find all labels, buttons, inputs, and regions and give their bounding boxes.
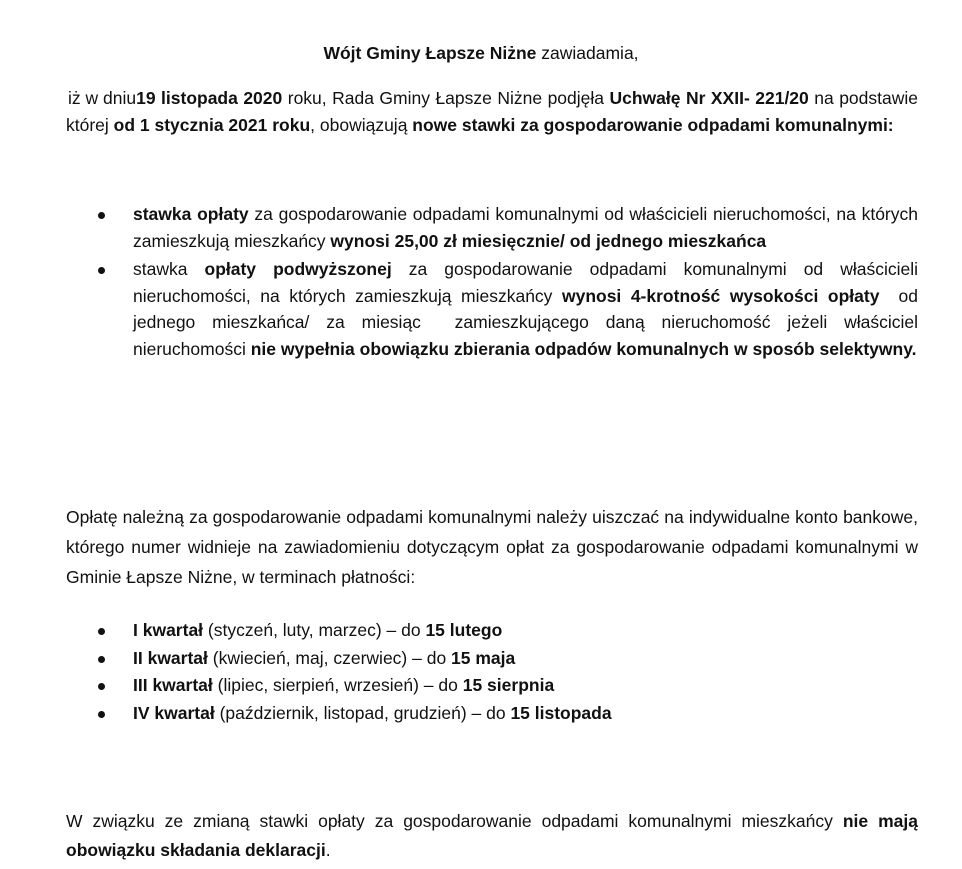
quarter-months: (lipiec, sierpień, wrzesień) – do	[212, 675, 463, 695]
quarter-months: (kwiecień, maj, czerwiec) – do	[207, 647, 452, 668]
rate-text-1: za gospodarowanie odpadami komunalnymi od właścicieli nieruchomości, na których zamieszkują mieszkańcy	[133, 204, 918, 251]
rate-bold-3: nie wypełnia obowiązku zbierania odpadów komunalnych w sposób selektywny.	[250, 338, 917, 359]
intro-text-2: roku, Rada Gminy Łapsze Niżne podjęła	[282, 88, 610, 108]
quarter-due: 15 lutego	[425, 620, 503, 640]
closing-bold: nie mają obowiązku składania deklaracji	[66, 811, 918, 860]
notice-title	[0, 40, 962, 67]
bullet-icon	[98, 683, 105, 690]
bullet-icon	[98, 212, 105, 219]
list-item	[66, 700, 918, 728]
rate-text-2: od jednego mieszkańca/ za miesiąc zamieszkującego daną nieruchomość jeżeli właściciel nieruchomości	[133, 285, 923, 359]
intro-text-3: na podstawie której	[66, 88, 918, 135]
list-item	[66, 256, 923, 362]
closing-text-2: .	[325, 840, 331, 860]
closing-paragraph	[66, 807, 918, 865]
rate-bold-1: opłaty podwyższonej	[204, 259, 392, 279]
quarter-label: II kwartał	[133, 647, 208, 668]
intro-effective-date: od 1 stycznia 2021 roku	[113, 115, 311, 135]
quarter-due: 15 sierpnia	[462, 675, 555, 695]
list-item	[66, 645, 918, 673]
quarters-list	[66, 617, 918, 727]
rate-text-0: stawka	[133, 259, 205, 279]
rate-bold-2: wynosi 25,00 zł miesięcznie/ od jednego mieszkańca	[330, 230, 767, 251]
quarter-label: IV kwartał	[133, 702, 215, 723]
rate-text-1: za gospodarowanie odpadami komunalnymi od właścicieli nieruchomości, na których zamieszkują mieszkańcy	[133, 259, 918, 306]
title-issuer: Wójt Gminy Łapsze Niżne	[323, 43, 537, 63]
bullet-icon	[98, 656, 105, 663]
list-item	[66, 201, 918, 254]
rates-list	[66, 201, 923, 362]
intro-date: 19 listopada 2020	[136, 88, 283, 108]
closing-text-1: W związku ze zmianą stawki opłaty za gospodarowanie odpadami komunalnymi mieszkańcy	[66, 811, 843, 831]
list-item	[66, 672, 918, 700]
quarter-label: III kwartał	[133, 675, 213, 695]
quarter-months: (styczeń, luty, marzec) – do	[203, 620, 426, 640]
intro-resolution: Uchwałę Nr XXII- 221/20	[609, 88, 809, 108]
title-rest: zawiadamia,	[536, 43, 639, 63]
quarter-due: 15 maja	[451, 647, 516, 668]
list-item	[66, 617, 918, 645]
intro-paragraph	[66, 85, 918, 139]
quarter-months: (październik, listopad, grudzień) – do	[214, 702, 511, 723]
quarter-label: I kwartał	[133, 620, 204, 640]
bullet-icon	[98, 267, 105, 274]
bullet-icon	[98, 711, 105, 718]
intro-text-1: iż w dniu	[68, 88, 137, 108]
rate-bold-2: wynosi 4-krotność wysokości opłaty	[561, 285, 880, 306]
bullet-icon	[98, 628, 105, 635]
payment-paragraph: Opłatę należną za gospodarowanie odpadami komunalnymi należy uiszczać na indywidualne konto bankowe, którego numer widnieje na zawiadomieniu dotyczącym opłat za gospodarowanie odpadami komunalnymi w Gminie Łapsze Niżne, w terminach płatności:	[66, 507, 918, 587]
rate-bold-1: stawka opłaty	[133, 204, 249, 224]
quarter-due: 15 listopada	[510, 702, 612, 723]
intro-text-4: , obowiązują	[310, 115, 413, 135]
intro-new-rates: nowe stawki za gospodarowanie odpadami komunalnymi:	[412, 115, 894, 135]
